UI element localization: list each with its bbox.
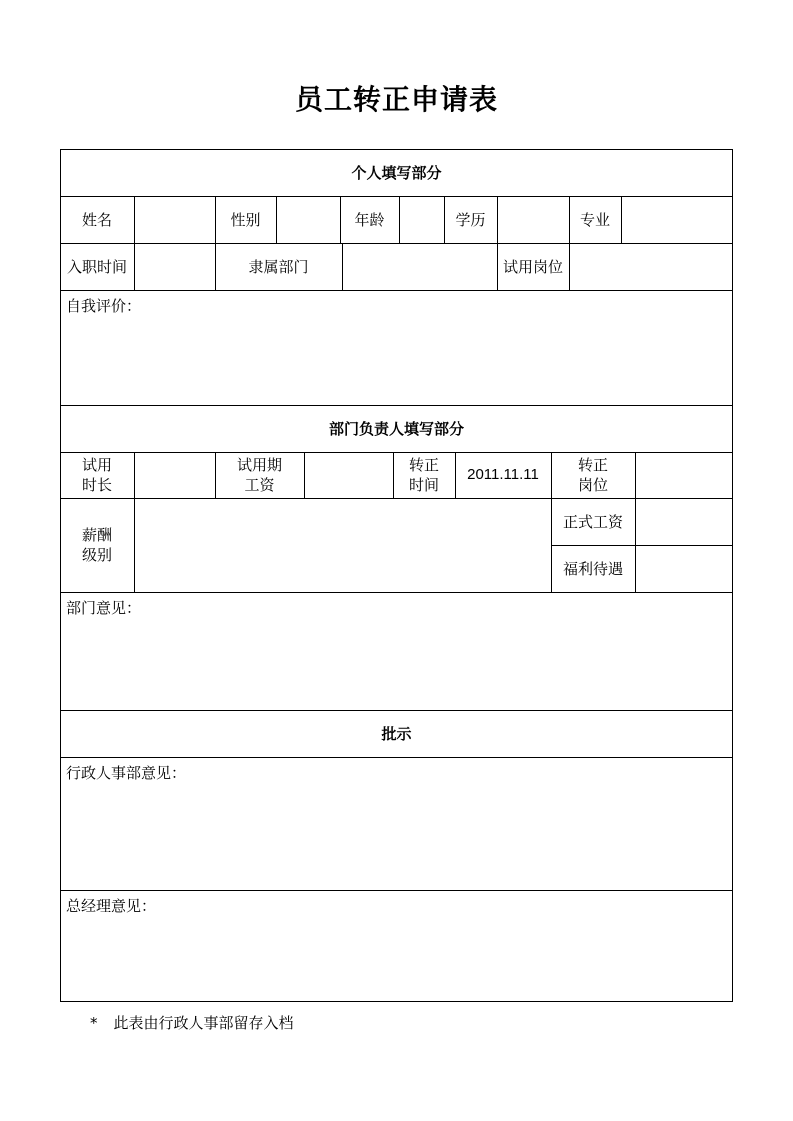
name-field[interactable] [134,196,215,243]
major-label: 专业 [579,210,610,229]
asterisk: * [90,1014,98,1032]
gm-opinion-area[interactable] [60,890,733,1002]
education-field[interactable] [497,196,569,243]
dept-opinion-label: 部门意见： [66,599,142,617]
trial-salary-label: 试用期 工资 [236,456,282,494]
dept-opinion-area[interactable] [60,592,733,710]
formal-salary-label: 正式工资 [562,512,623,531]
section-header-approval: 批示 [381,724,412,743]
salary-level-field[interactable] [134,498,551,592]
footer-note-text: 此表由行政人事部留存入档 [113,1014,294,1032]
confirm-time-label: 转正 时间 [408,456,439,494]
section-header-dept: 部门负责人填写部分 [328,419,464,438]
hire-date-label: 入职时间 [66,257,127,276]
self-evaluation-area[interactable] [60,290,733,405]
trial-duration-field[interactable] [134,452,215,498]
confirm-time-value[interactable]: 2011.11.11 [467,466,539,483]
age-label: 年龄 [354,210,385,229]
gender-field[interactable] [276,196,340,243]
benefits-field[interactable] [635,545,733,592]
age-field[interactable] [399,196,444,243]
self-evaluation-label: 自我评价： [66,297,142,315]
gm-opinion-label: 总经理意见： [66,897,157,915]
hr-opinion-label: 行政人事部意见： [66,764,187,782]
trial-position-label: 试用岗位 [502,257,563,276]
hire-date-field[interactable] [134,243,215,290]
confirm-position-label: 转正 岗位 [577,456,608,494]
confirm-position-field[interactable] [635,452,733,498]
trial-salary-field[interactable] [304,452,393,498]
education-label: 学历 [455,210,486,229]
hr-opinion-area[interactable] [60,757,733,890]
major-field[interactable] [621,196,733,243]
name-label: 姓名 [81,210,112,229]
department-field[interactable] [342,243,497,290]
footer-note [90,1012,294,1033]
formal-salary-field[interactable] [635,498,733,545]
trial-position-field[interactable] [569,243,733,290]
salary-level-label: 薪酬 级别 [81,526,112,564]
section-header-personal: 个人填写部分 [351,164,442,182]
trial-duration-label: 试用 时长 [81,456,112,494]
gender-label: 性别 [230,210,261,229]
page-title: 员工转正申请表 [294,83,498,116]
benefits-label: 福利待遇 [562,559,623,578]
department-label: 隶属部门 [248,257,309,276]
